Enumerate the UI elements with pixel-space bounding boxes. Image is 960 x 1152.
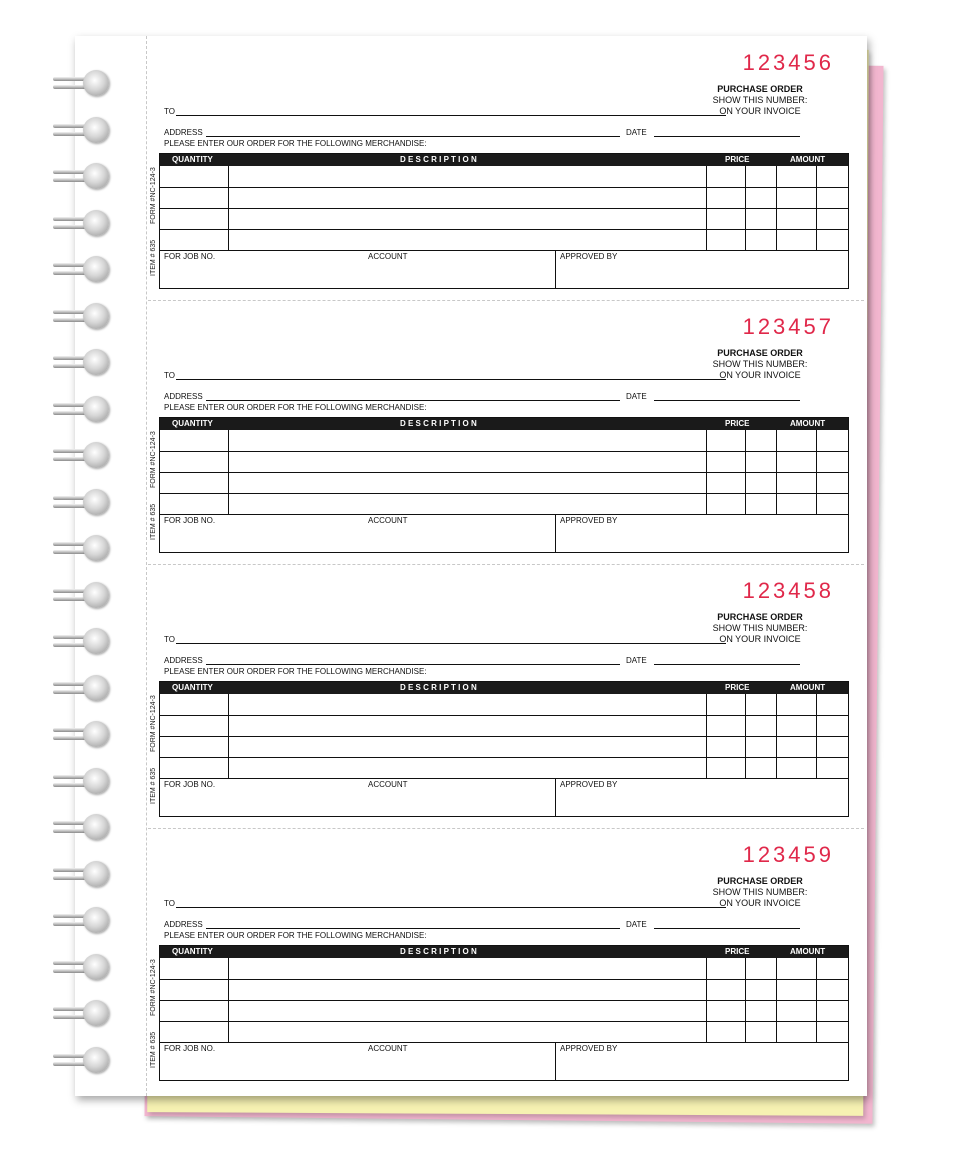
table-header	[160, 946, 848, 958]
order-table[interactable]	[159, 681, 849, 817]
order-table[interactable]	[159, 945, 849, 1081]
po-title: PURCHASE ORDER	[717, 876, 803, 886]
po-number: 123457	[742, 314, 834, 339]
spiral-ring-icon	[53, 951, 111, 985]
spiral-ring-icon	[53, 997, 111, 1031]
spiral-ring-icon	[53, 253, 111, 287]
to-label: TO	[164, 635, 175, 644]
description-header: D E S C R I P T I O N	[400, 419, 477, 428]
approved-by-label: APPROVED BY	[560, 780, 618, 789]
date-label: DATE	[626, 392, 647, 401]
job-number-label: FOR JOB NO.	[164, 252, 216, 261]
to-label: TO	[164, 371, 175, 380]
quantity-header: QUANTITY	[172, 947, 213, 956]
quantity-header: QUANTITY	[172, 419, 213, 428]
price-header: PRICE	[725, 155, 750, 164]
column-divider	[776, 166, 777, 250]
spiral-ring-icon	[53, 114, 111, 148]
footer-divider	[555, 1042, 556, 1081]
quantity-header: QUANTITY	[172, 683, 213, 692]
column-divider	[745, 166, 746, 250]
description-header: D E S C R I P T I O N	[400, 155, 477, 164]
approved-by-label: APPROVED BY	[560, 1044, 618, 1053]
address-field[interactable]	[206, 400, 620, 401]
column-divider	[745, 694, 746, 778]
spiral-binding	[0, 0, 140, 1152]
column-divider	[706, 430, 707, 514]
form-code: FORM #NC-124-3	[150, 431, 157, 488]
column-divider	[745, 430, 746, 514]
to-label: TO	[164, 899, 175, 908]
spiral-ring-icon	[53, 672, 111, 706]
account-label: ACCOUNT	[368, 1044, 408, 1053]
perforation-line	[146, 36, 147, 1096]
column-divider	[816, 166, 817, 250]
address-label: ADDRESS	[164, 128, 203, 137]
column-divider	[776, 694, 777, 778]
approved-by-label: APPROVED BY	[560, 252, 618, 261]
account-label: ACCOUNT	[368, 252, 408, 261]
column-divider	[228, 430, 229, 514]
amount-header: AMOUNT	[790, 419, 826, 428]
po-title: PURCHASE ORDER	[717, 348, 803, 358]
column-divider	[816, 958, 817, 1042]
address-label: ADDRESS	[164, 920, 203, 929]
table-row-line	[160, 1042, 848, 1043]
table-header	[160, 418, 848, 430]
show-number-text: SHOW THIS NUMBER:	[712, 95, 808, 105]
purchase-order-form	[148, 568, 864, 832]
item-code: ITEM # 635	[150, 1031, 157, 1068]
quantity-header: QUANTITY	[172, 155, 213, 164]
address-label: ADDRESS	[164, 656, 203, 665]
to-field[interactable]	[176, 643, 726, 644]
job-number-label: FOR JOB NO.	[164, 516, 216, 525]
on-invoice-text: ON YOUR INVOICE	[719, 106, 801, 116]
date-field[interactable]	[654, 400, 800, 401]
item-code: ITEM # 635	[150, 239, 157, 276]
table-row-line	[160, 250, 848, 251]
spiral-ring-icon	[53, 346, 111, 380]
spiral-ring-icon	[53, 1044, 111, 1078]
on-invoice-text: ON YOUR INVOICE	[719, 898, 801, 908]
show-number-text: SHOW THIS NUMBER:	[712, 623, 808, 633]
date-label: DATE	[626, 128, 647, 137]
form-code: FORM #NC-124-3	[150, 167, 157, 224]
date-label: DATE	[626, 656, 647, 665]
spiral-ring-icon	[53, 486, 111, 520]
address-field[interactable]	[206, 664, 620, 665]
order-instruction: PLEASE ENTER OUR ORDER FOR THE FOLLOWING MERCHANDISE:	[164, 139, 427, 148]
po-title: PURCHASE ORDER	[717, 84, 803, 94]
form-perforation	[148, 828, 864, 829]
show-number-text: SHOW THIS NUMBER:	[712, 887, 808, 897]
column-divider	[776, 430, 777, 514]
footer-divider	[555, 778, 556, 817]
price-header: PRICE	[725, 419, 750, 428]
account-label: ACCOUNT	[368, 516, 408, 525]
on-invoice-text: ON YOUR INVOICE	[719, 370, 801, 380]
date-field[interactable]	[654, 928, 800, 929]
show-number-text: SHOW THIS NUMBER:	[712, 359, 808, 369]
order-table[interactable]	[159, 153, 849, 289]
spiral-ring-icon	[53, 718, 111, 752]
column-divider	[706, 958, 707, 1042]
amount-header: AMOUNT	[790, 947, 826, 956]
spiral-ring-icon	[53, 858, 111, 892]
job-number-label: FOR JOB NO.	[164, 1044, 216, 1053]
job-number-label: FOR JOB NO.	[164, 780, 216, 789]
date-label: DATE	[626, 920, 647, 929]
description-header: D E S C R I P T I O N	[400, 947, 477, 956]
column-divider	[228, 166, 229, 250]
table-row-line	[160, 514, 848, 515]
spiral-ring-icon	[53, 532, 111, 566]
approved-by-label: APPROVED BY	[560, 516, 618, 525]
spiral-ring-icon	[53, 811, 111, 845]
spiral-ring-icon	[53, 439, 111, 473]
form-perforation	[148, 300, 864, 301]
spiral-ring-icon	[53, 625, 111, 659]
spiral-ring-icon	[53, 207, 111, 241]
spiral-ring-icon	[53, 579, 111, 613]
po-number: 123456	[742, 50, 834, 75]
address-field[interactable]	[206, 136, 620, 137]
order-instruction: PLEASE ENTER OUR ORDER FOR THE FOLLOWING MERCHANDISE:	[164, 403, 427, 412]
column-divider	[228, 694, 229, 778]
column-divider	[706, 694, 707, 778]
to-field[interactable]	[176, 907, 726, 908]
spiral-ring-icon	[53, 160, 111, 194]
amount-header: AMOUNT	[790, 155, 826, 164]
order-instruction: PLEASE ENTER OUR ORDER FOR THE FOLLOWING MERCHANDISE:	[164, 667, 427, 676]
spiral-ring-icon	[53, 67, 111, 101]
table-row-line	[160, 778, 848, 779]
form-perforation	[148, 564, 864, 565]
spiral-ring-icon	[53, 765, 111, 799]
purchase-order-form	[148, 40, 864, 304]
table-header	[160, 154, 848, 166]
column-divider	[706, 166, 707, 250]
column-divider	[776, 958, 777, 1042]
spiral-ring-icon	[53, 904, 111, 938]
to-field[interactable]	[176, 115, 726, 116]
table-header	[160, 682, 848, 694]
to-field[interactable]	[176, 379, 726, 380]
price-header: PRICE	[725, 947, 750, 956]
form-code: FORM #NC-124-3	[150, 959, 157, 1016]
item-code: ITEM # 635	[150, 503, 157, 540]
column-divider	[745, 958, 746, 1042]
price-header: PRICE	[725, 683, 750, 692]
order-table[interactable]	[159, 417, 849, 553]
spiral-ring-icon	[53, 300, 111, 334]
order-instruction: PLEASE ENTER OUR ORDER FOR THE FOLLOWING MERCHANDISE:	[164, 931, 427, 940]
address-field[interactable]	[206, 928, 620, 929]
footer-divider	[555, 250, 556, 289]
column-divider	[816, 694, 817, 778]
purchase-order-form	[148, 832, 864, 1096]
address-label: ADDRESS	[164, 392, 203, 401]
date-field[interactable]	[654, 664, 800, 665]
description-header: D E S C R I P T I O N	[400, 683, 477, 692]
form-code: FORM #NC-124-3	[150, 695, 157, 752]
item-code: ITEM # 635	[150, 767, 157, 804]
po-number: 123458	[742, 578, 834, 603]
po-number: 123459	[742, 842, 834, 867]
spiral-ring-icon	[53, 393, 111, 427]
po-title: PURCHASE ORDER	[717, 612, 803, 622]
amount-header: AMOUNT	[790, 683, 826, 692]
purchase-order-form	[148, 304, 864, 568]
column-divider	[228, 958, 229, 1042]
to-label: TO	[164, 107, 175, 116]
on-invoice-text: ON YOUR INVOICE	[719, 634, 801, 644]
footer-divider	[555, 514, 556, 553]
account-label: ACCOUNT	[368, 780, 408, 789]
date-field[interactable]	[654, 136, 800, 137]
column-divider	[816, 430, 817, 514]
